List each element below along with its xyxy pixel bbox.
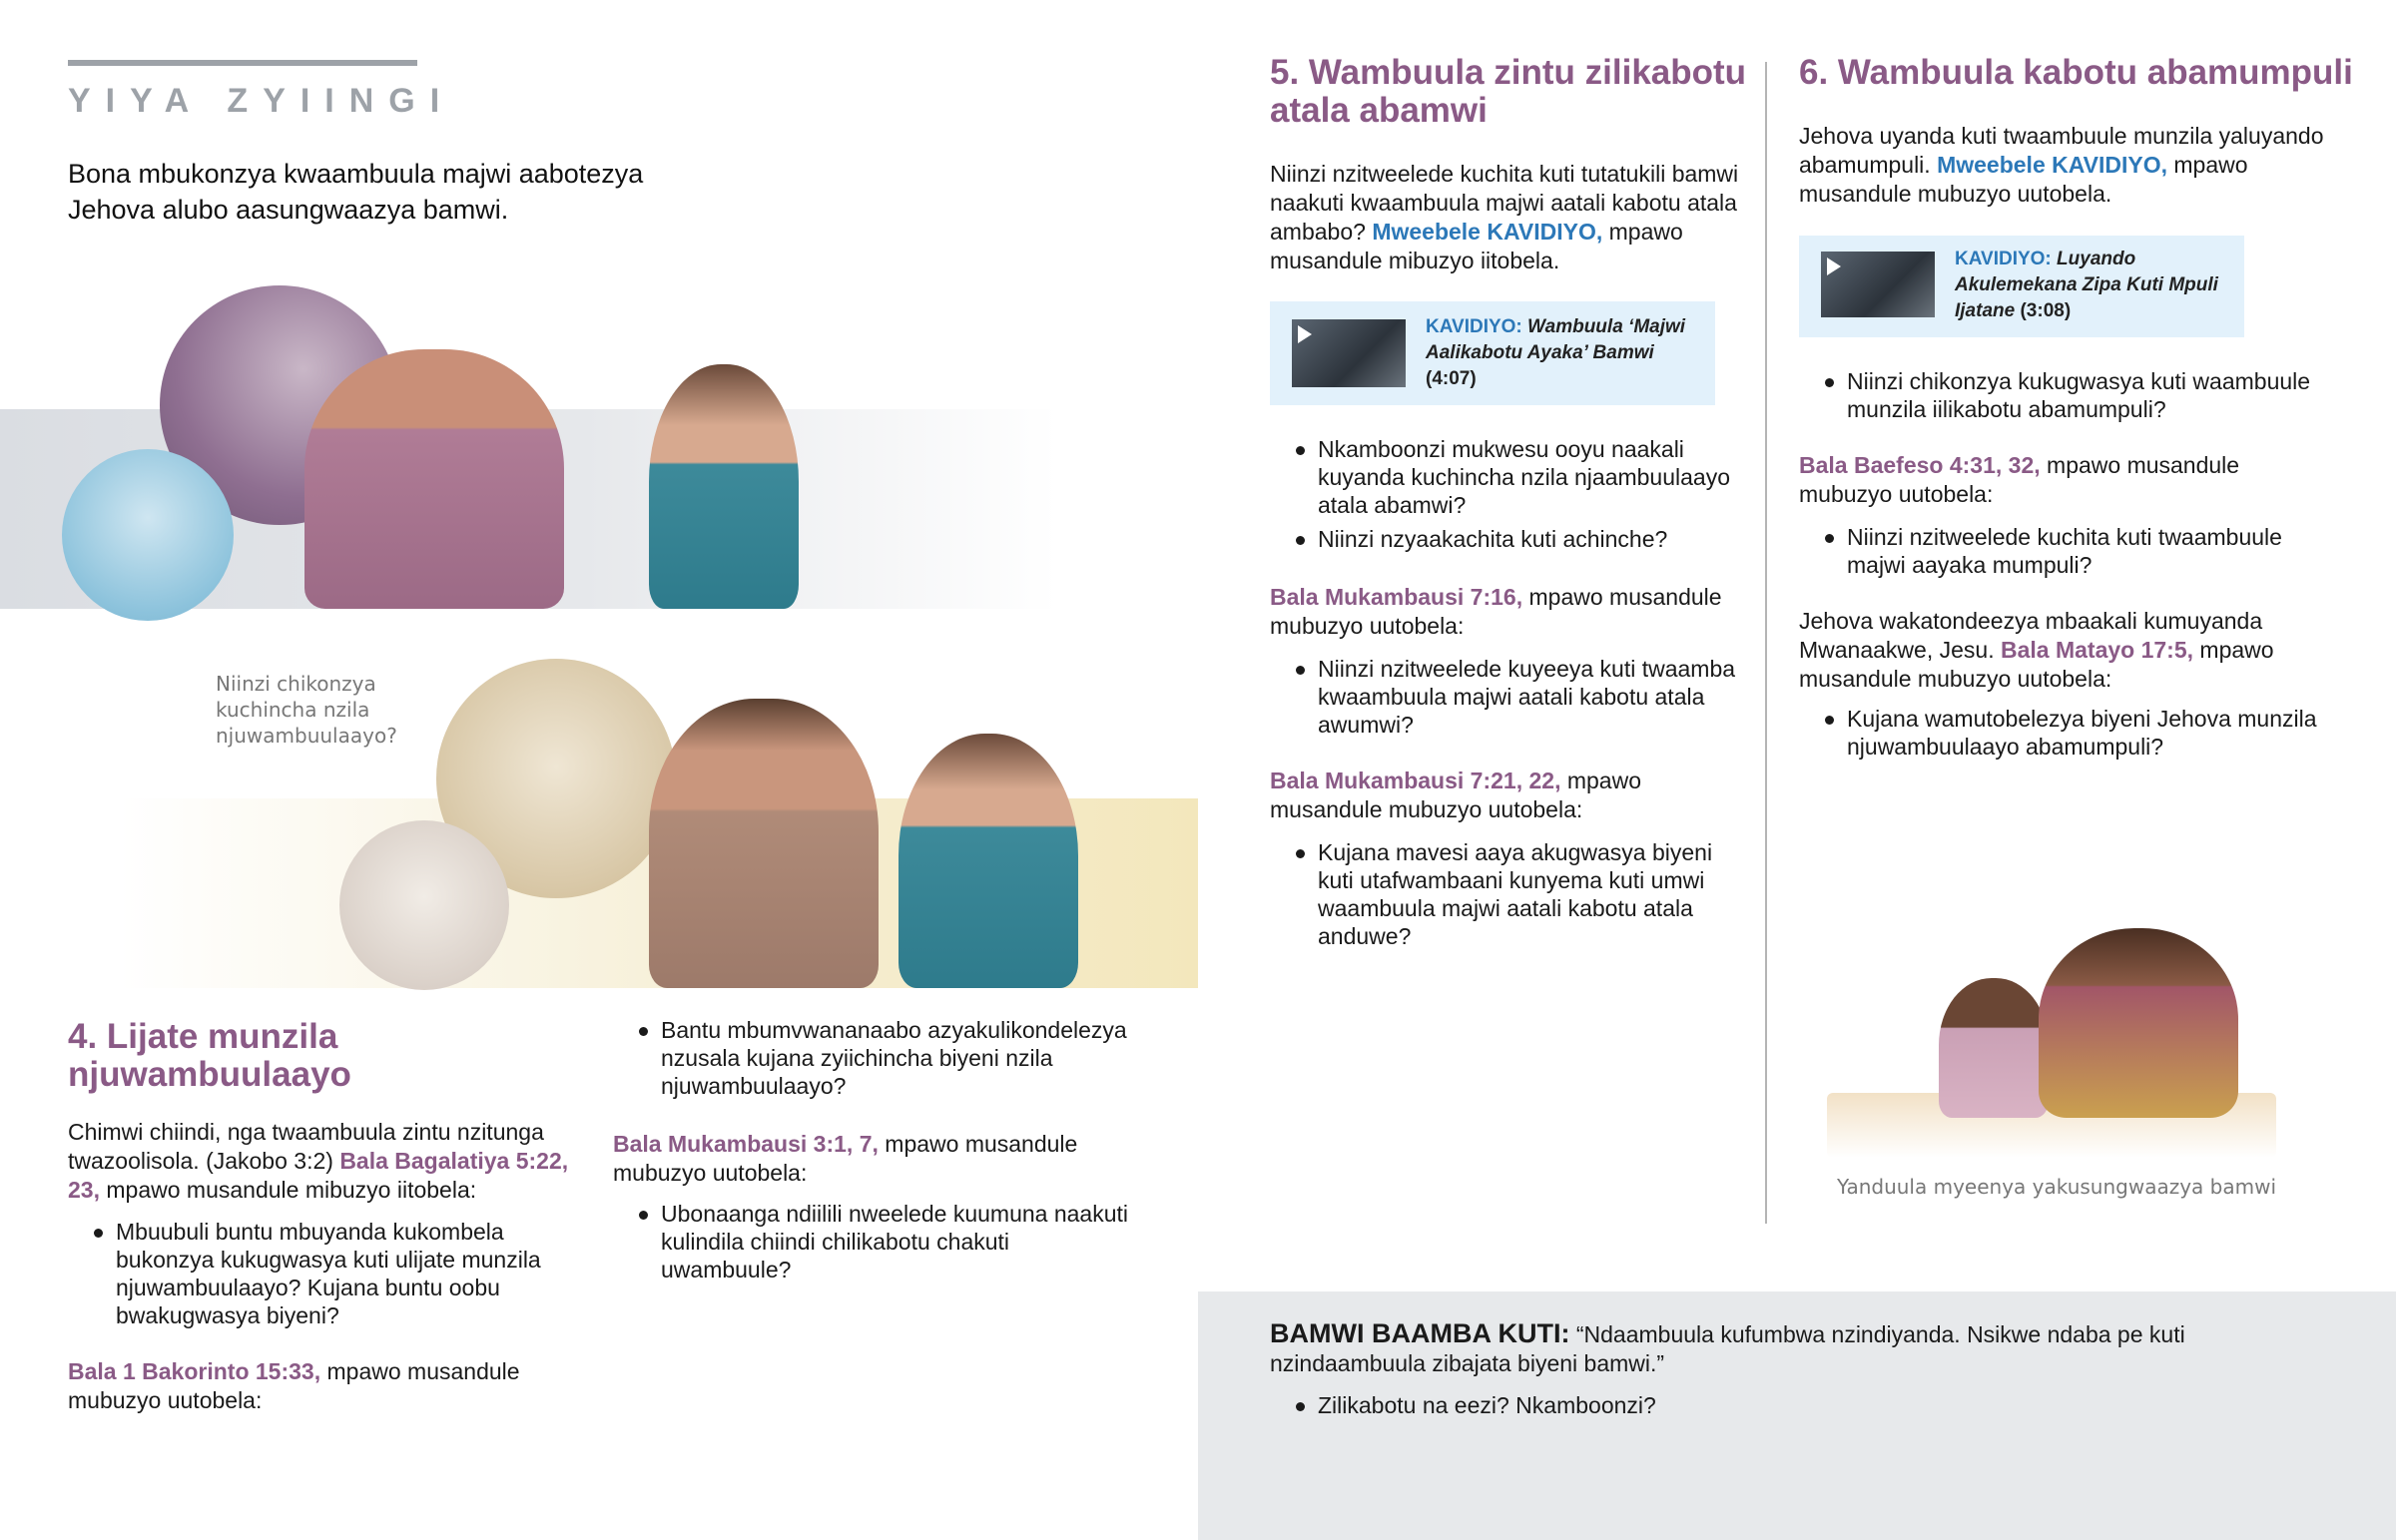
section-6-questions-c: [1799, 705, 2328, 767]
question-item: Niinzi nzitweelede kuyeeya kuti twaamba kwaambuula majwi aatali kabotu atala awumwi?: [1270, 655, 1739, 739]
scripture-link-ecclesiastes-3[interactable]: Bala Mukambausi 3:1, 7,: [613, 1131, 879, 1157]
footer-quote: [1270, 1319, 2228, 1378]
video-card-section-6[interactable]: [1799, 236, 2244, 337]
video-duration: (3:08): [2020, 300, 2072, 321]
video-info: [1426, 314, 1705, 392]
video-kind-label: KAVIDIYO:: [1426, 316, 1522, 337]
video-kind-label: KAVIDIYO:: [1955, 249, 2052, 269]
angry-man-figure: [304, 349, 564, 609]
section-4-read-1: [68, 1357, 587, 1415]
section-6-questions-a: [1799, 367, 2328, 429]
section-5-intro: [1270, 160, 1739, 275]
section-6-intro: [1799, 122, 2328, 209]
watch-video-link[interactable]: Mweebele KAVIDIYO,: [1372, 219, 1603, 245]
scripture-link-1-corinthians[interactable]: Bala 1 Bakorinto 15:33,: [68, 1358, 321, 1384]
section-6-para-2-text: Jehova wakatondeezya mbaakali kumuyanda Mwanaakwe, Jesu.: [1799, 608, 2263, 663]
scripture-link-matthew[interactable]: Bala Matayo 17:5,: [2000, 637, 2194, 663]
intro-text: [68, 156, 707, 228]
question-item: Ubonaanga ndiilili nweelede kuumuna naakuti kulindila chiindi chilikabotu chakuti uwambuule?: [613, 1200, 1132, 1283]
question-item: Niinzi nzyaakachita kuti achinche?: [1270, 525, 1739, 553]
man-figure: [649, 699, 879, 988]
scripture-link-ecclesiastes-7-16[interactable]: Bala Mukambausi 7:16,: [1270, 584, 1523, 610]
footer-quote-text: “Ndaambuula kufumbwa nzindiyanda. Nsikwe ndaba pe kuti nzindaambuula zibajata biyeni bamwi.”: [1270, 1321, 2185, 1376]
read-instruction: mpawo musandule mubuzyo uutobela:: [1270, 584, 1722, 639]
woman-figure: [649, 364, 799, 609]
header-rule: [68, 60, 417, 66]
question-item: Zilikabotu na eezi? Nkamboonzi?: [1270, 1391, 2168, 1419]
footer-label: BAMWI BAAMBA KUTI:: [1270, 1318, 1570, 1348]
headphones-circle: [62, 449, 234, 621]
section-5-read-2: [1270, 767, 1739, 824]
intro-line-1: Bona mbukonzya kwaambuula majwi aabotezya: [68, 159, 644, 189]
video-title: Luyando Akulemekana Zipa Kuti Mpuli Ijatane: [1955, 249, 2218, 321]
woman-figure-calm: [898, 734, 1078, 988]
section-6-questions-b: [1799, 523, 2328, 585]
section-6-title: 6. Wambuula kabotu abamumpuli: [1799, 53, 2353, 92]
video-card-section-5[interactable]: [1270, 301, 1715, 405]
child-figure: [1939, 978, 2049, 1118]
scripture-link-ephesians[interactable]: Bala Baefeso 4:31, 32,: [1799, 452, 2041, 478]
footer-box: [1198, 1291, 2396, 1540]
question-item: Nkamboonzi mukwesu ooyu naakali kuyanda kuchincha nzila njaambuulaayo atala abamwi?: [1270, 435, 1739, 519]
section-5-intro-tail: mpawo musandule mibuzyo iitobela.: [1270, 219, 1683, 273]
intro-line-2: Jehova alubo aasungwaazya bamwi.: [68, 195, 509, 225]
play-icon: [1827, 257, 1841, 275]
illustration-calm-scene: [0, 649, 1198, 988]
section-5-questions-a: [1270, 435, 1739, 559]
section-6-read-1: [1799, 451, 2328, 509]
video-info: [1955, 247, 2234, 324]
mother-figure: [2039, 928, 2238, 1118]
question-item: Kujana wamutobelezya biyeni Jehova munzila njuwambuulaayo abamumpuli?: [1799, 705, 2328, 761]
play-icon: [1298, 325, 1312, 343]
column-divider: [1765, 62, 1767, 1224]
question-item: Bantu mbumvwananaabo azyakulikondelezya nzusala kujana zyiichincha biyeni nzila njuwambuulaayo?: [613, 1016, 1132, 1100]
footer-questions: [1270, 1391, 2168, 1425]
section-kicker: YIYA ZYIINGI: [68, 82, 455, 120]
section-4-intro-text: Chimwi chiindi, nga twaambuula zintu nzitunga twazoolisola. (Jakobo 3:2): [68, 1119, 544, 1174]
section-4-questions-c: [613, 1200, 1132, 1289]
question-item: Mbuubuli buntu mbuyanda kukombela bukonzya kukugwasya kuti ulijate munzila njuwambuulaayo? Kujana buntu oobu bwakugwasya biyeni?: [68, 1218, 577, 1329]
question-item: Kujana mavesi aaya akugwasya biyeni kuti utafwambaani kunyema kuti umwi waambuula majwi aatali kabotu atala anduwe?: [1270, 838, 1739, 950]
read-instruction: mpawo musandule mubuzyo uutobela:: [1270, 768, 1642, 822]
question-item: Niinzi nzitweelede kuchita kuti twaambuule majwi aayaka mumpuli?: [1799, 523, 2328, 579]
section-6-intro-tail: mpawo musandule mubuzyo uutobela.: [1799, 152, 2248, 207]
section-5-questions-c: [1270, 838, 1739, 956]
section-5-read-1: [1270, 583, 1739, 641]
illustration-mother-child: [1827, 898, 2276, 1158]
section-5-questions-b: [1270, 655, 1739, 745]
section-6-caption: Yanduula myeenya yakusungwaazya bamwi: [1836, 1175, 2277, 1199]
section-5-title: 5. Wambuula zintu zilikabotu atala abamwi: [1270, 53, 1747, 130]
read-instruction: mpawo musandule mubuzyo uutobela:: [1799, 452, 2240, 507]
read-instruction: mpawo musandule mubuzyo uutobela:: [613, 1131, 1078, 1186]
reading-circle: [339, 820, 509, 990]
illustration-caption: Niinzi chikonzya kuchincha nzila njuwambuulaayo?: [216, 672, 397, 748]
video-thumbnail[interactable]: [1821, 252, 1935, 317]
video-duration: (4:07): [1426, 368, 1477, 389]
section-4-read-2: [613, 1130, 1132, 1188]
illustration-arguing-scene: [0, 279, 1058, 609]
watch-video-link[interactable]: Mweebele KAVIDIYO,: [1937, 152, 2167, 178]
section-4-title: 4. Lijate munzila njuwambuulaayo: [68, 1017, 351, 1094]
read-instruction: mpawo musandule mubuzyo uutobela:: [1799, 637, 2274, 692]
section-6-intro-text: Jehova uyanda kuti twaambuule munzila yaluyando abamumpuli.: [1799, 123, 2324, 178]
section-4-questions-a: [68, 1218, 577, 1335]
section-4-scripture-link[interactable]: Bala Bagalatiya 5:22, 23,: [68, 1148, 569, 1203]
read-instruction: mpawo musandule mubuzyo uutobela:: [68, 1358, 520, 1413]
question-item: Niinzi chikonzya kukugwasya kuti waambuule munzila iilikabotu abamumpuli?: [1799, 367, 2328, 423]
section-4-questions-b: [613, 1016, 1132, 1106]
video-thumbnail[interactable]: [1292, 319, 1406, 387]
scripture-link-ecclesiastes-7-21[interactable]: Bala Mukambausi 7:21, 22,: [1270, 768, 1561, 793]
video-title: Wambuula ‘Majwi Aalikabotu Ayaka’ Bamwi: [1426, 316, 1686, 363]
section-5-intro-text: Niinzi nzitweelede kuchita kuti tutatukili bamwi naakuti kwaambuula majwi aatali kabotu atala ambabo?: [1270, 161, 1739, 245]
section-6-para-2: [1799, 607, 2328, 694]
section-4-intro: [68, 1118, 577, 1205]
section-4-intro-tail: mpawo musandule mibuzyo iitobela:: [106, 1177, 477, 1203]
